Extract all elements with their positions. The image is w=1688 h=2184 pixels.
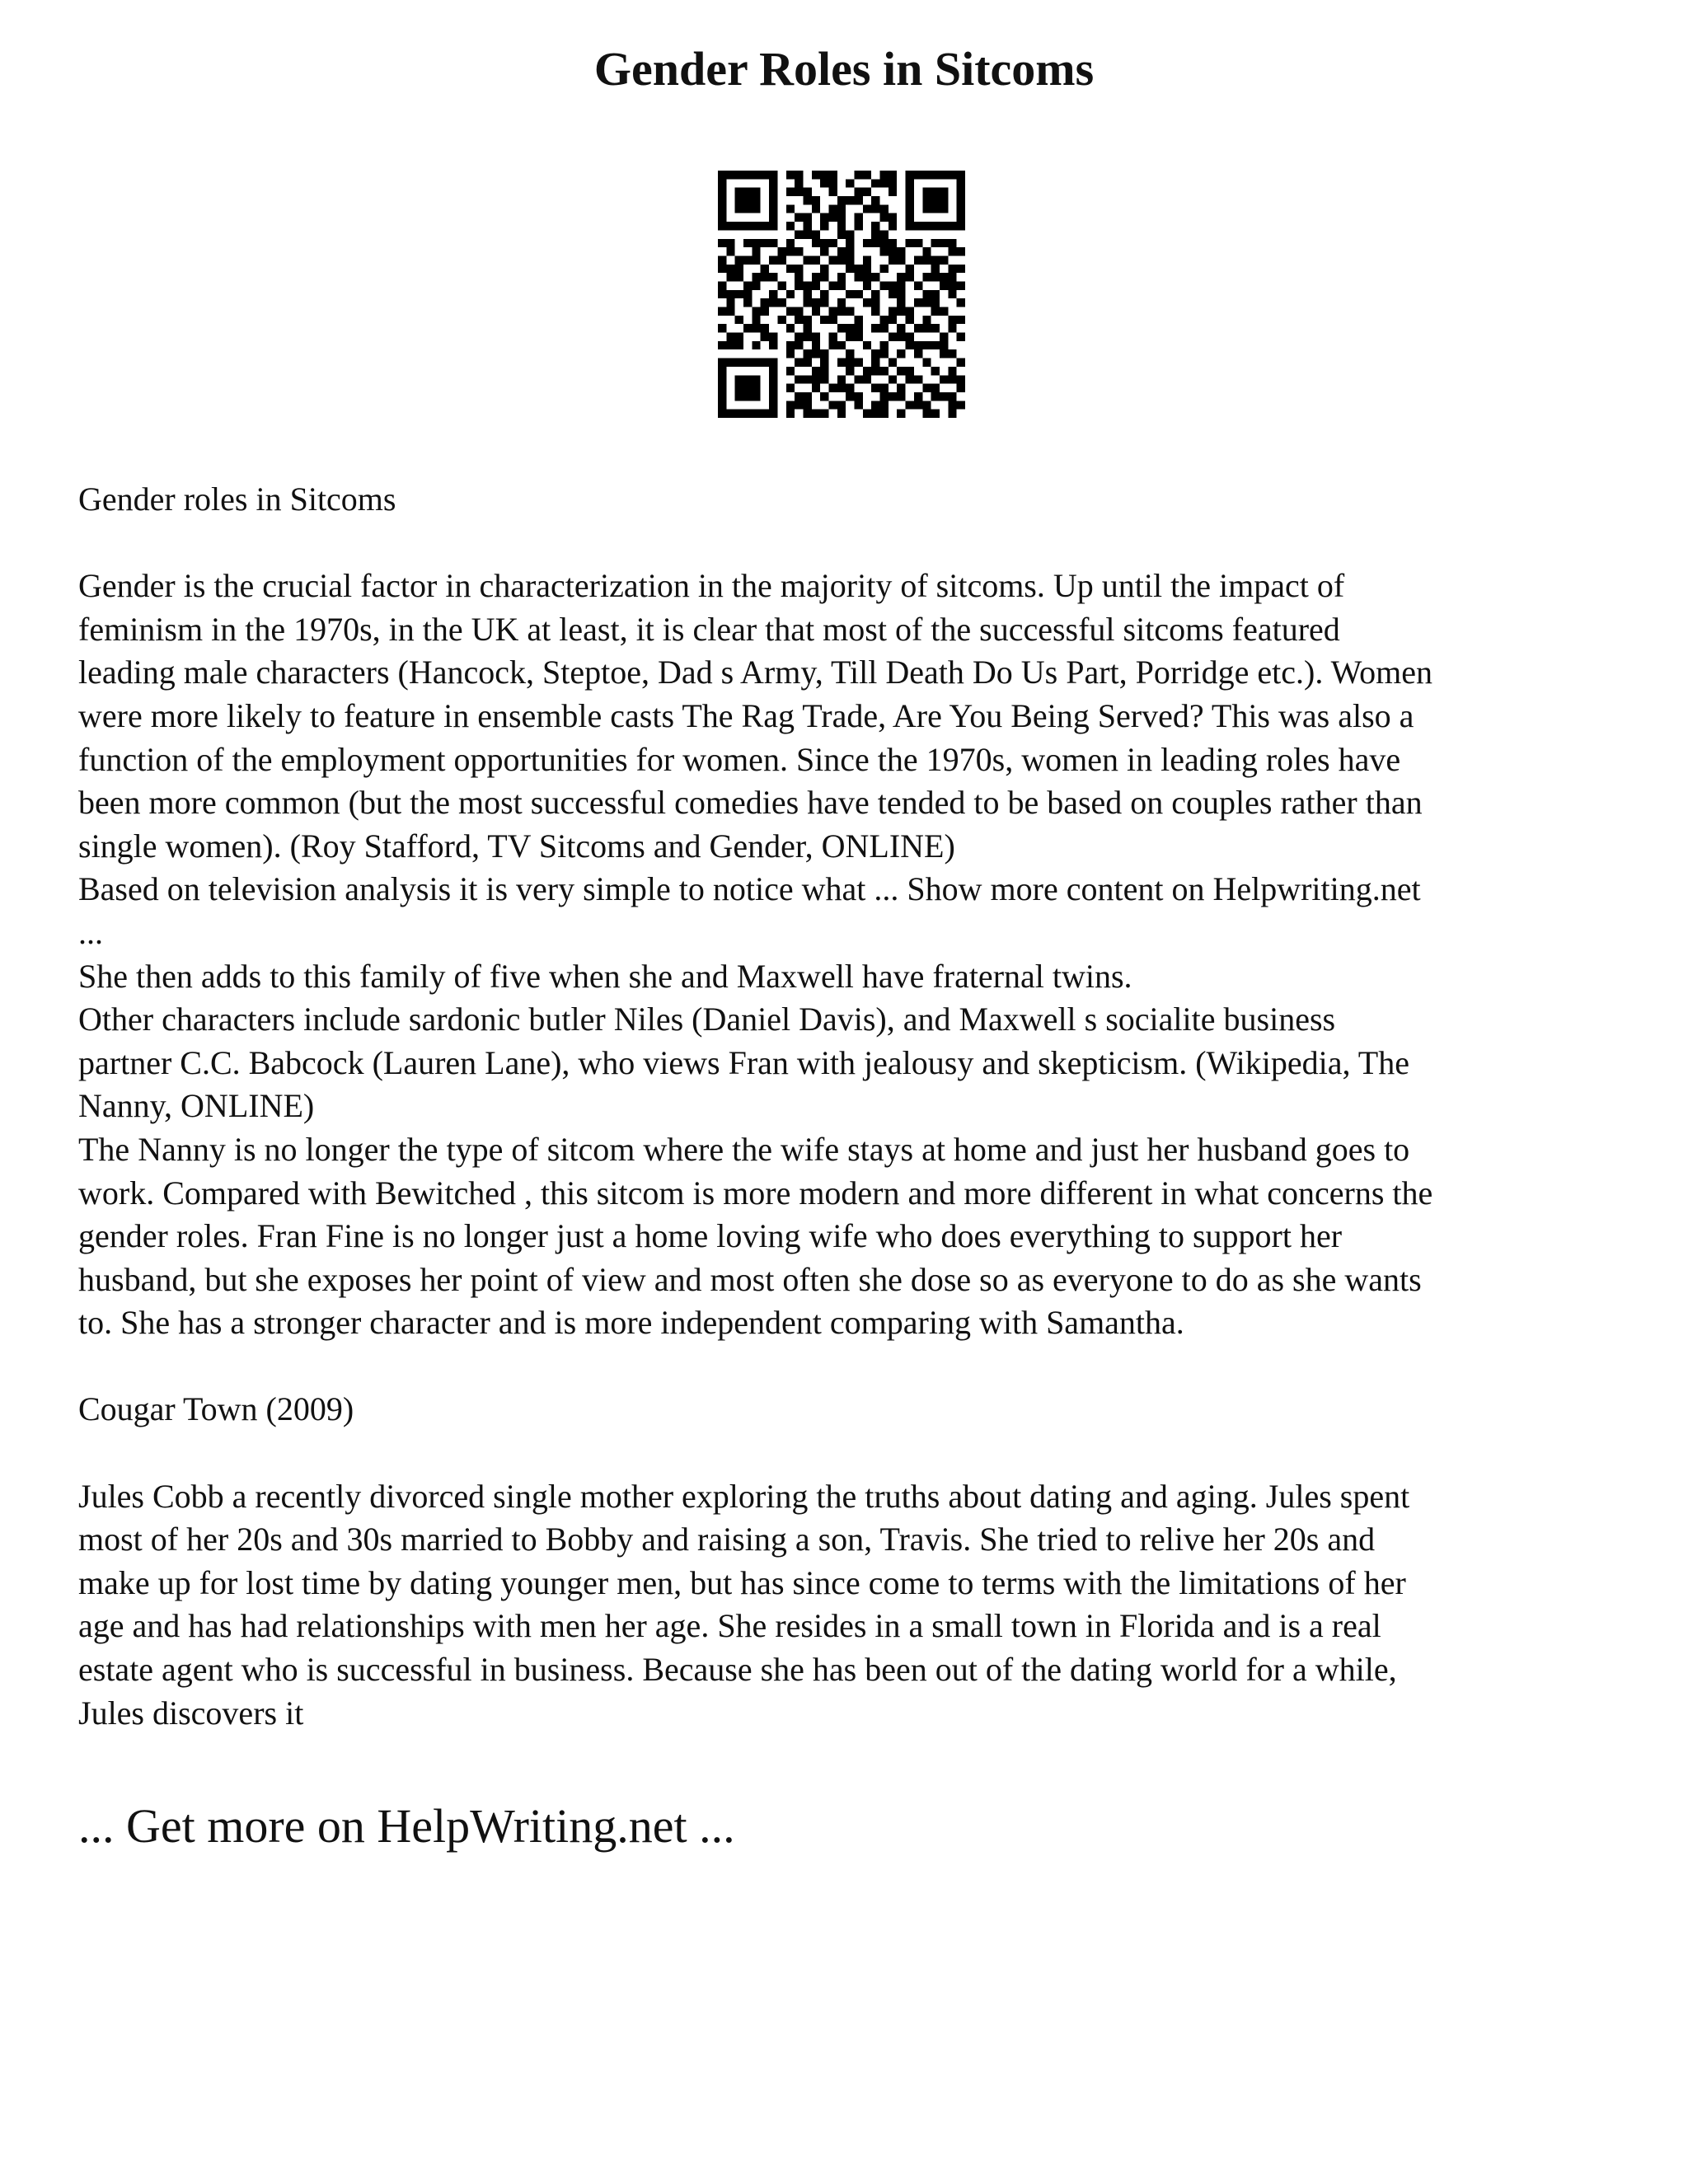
paragraph-gap bbox=[78, 1432, 1628, 1475]
section-heading: Cougar Town (2009) bbox=[78, 1390, 354, 1428]
qr-code-icon bbox=[718, 171, 965, 418]
paragraph: Other characters include sardonic butler Niles (Daniel Davis), and Maxwell s socialite business partner C.C. Babcock (Lauren Lane), who views Fran with jealousy and skepticism. (Wikipedia, The Nanny, ONLINE) bbox=[78, 1001, 1409, 1125]
paragraph: Gender is the crucial factor in characterization in the majority of sitcoms. Up until the impact of feminism in the 1970s, in the UK at least, it is clear that most of the successful sitcoms featured leading male characters (Hancock, Steptoe, Dad s Army, Till Death Do Us Part, Porridge etc.). Women were more likely to feature in ensemble casts The Rag Trade, Are You Being Served? This was also a function of the employment opportunities for women. Since the 1970s, women in leading roles have been more common (but the most successful comedies have tended to be based on couples rather than single women). (Roy Stafford, TV Sitcoms and Gender, ONLINE) bbox=[78, 567, 1433, 865]
body-text bbox=[78, 478, 1628, 1735]
paragraph: Jules Cobb a recently divorced single mother exploring the truths about dating and aging. Jules spent most of her 20s and 30s married to Bobby and raising a son, Travis. She tried to relive her 20s and make up for lost time by dating younger men, but has since come to terms with the limitations of her age and has had relationships with men her age. She resides in a small town in Florida and is a real estate agent who is successful in business. Because she has been out of the dating world for a while, Jules discovers it bbox=[78, 1477, 1410, 1732]
paragraph-gap bbox=[78, 1345, 1628, 1389]
get-more-link[interactable]: ... Get more on HelpWriting.net ... bbox=[78, 1799, 735, 1853]
paragraph: She then adds to this family of five when she and Maxwell have fraternal twins. bbox=[78, 957, 1132, 995]
paragraph: The Nanny is no longer the type of sitcom where the wife stays at home and just her husband goes to work. Compared with Bewitched , this sitcom is more modern and more different in what concerns the gender roles. Fran Fine is no longer just a home loving wife who does everything to support her husband, but she exposes her point of view and most often she dose so as everyone to do as she wants to. She has a stronger character and is more independent comparing with Samantha. bbox=[78, 1130, 1433, 1342]
section-heading: Gender roles in Sitcoms bbox=[78, 480, 396, 518]
page-title: Gender Roles in Sitcoms bbox=[593, 42, 1095, 96]
paragraph-gap bbox=[78, 522, 1628, 565]
qr-code-image bbox=[718, 171, 965, 418]
paragraph: Based on television analysis it is very simple to notice what ... Show more content on Helpwriting.net ... bbox=[78, 870, 1421, 951]
